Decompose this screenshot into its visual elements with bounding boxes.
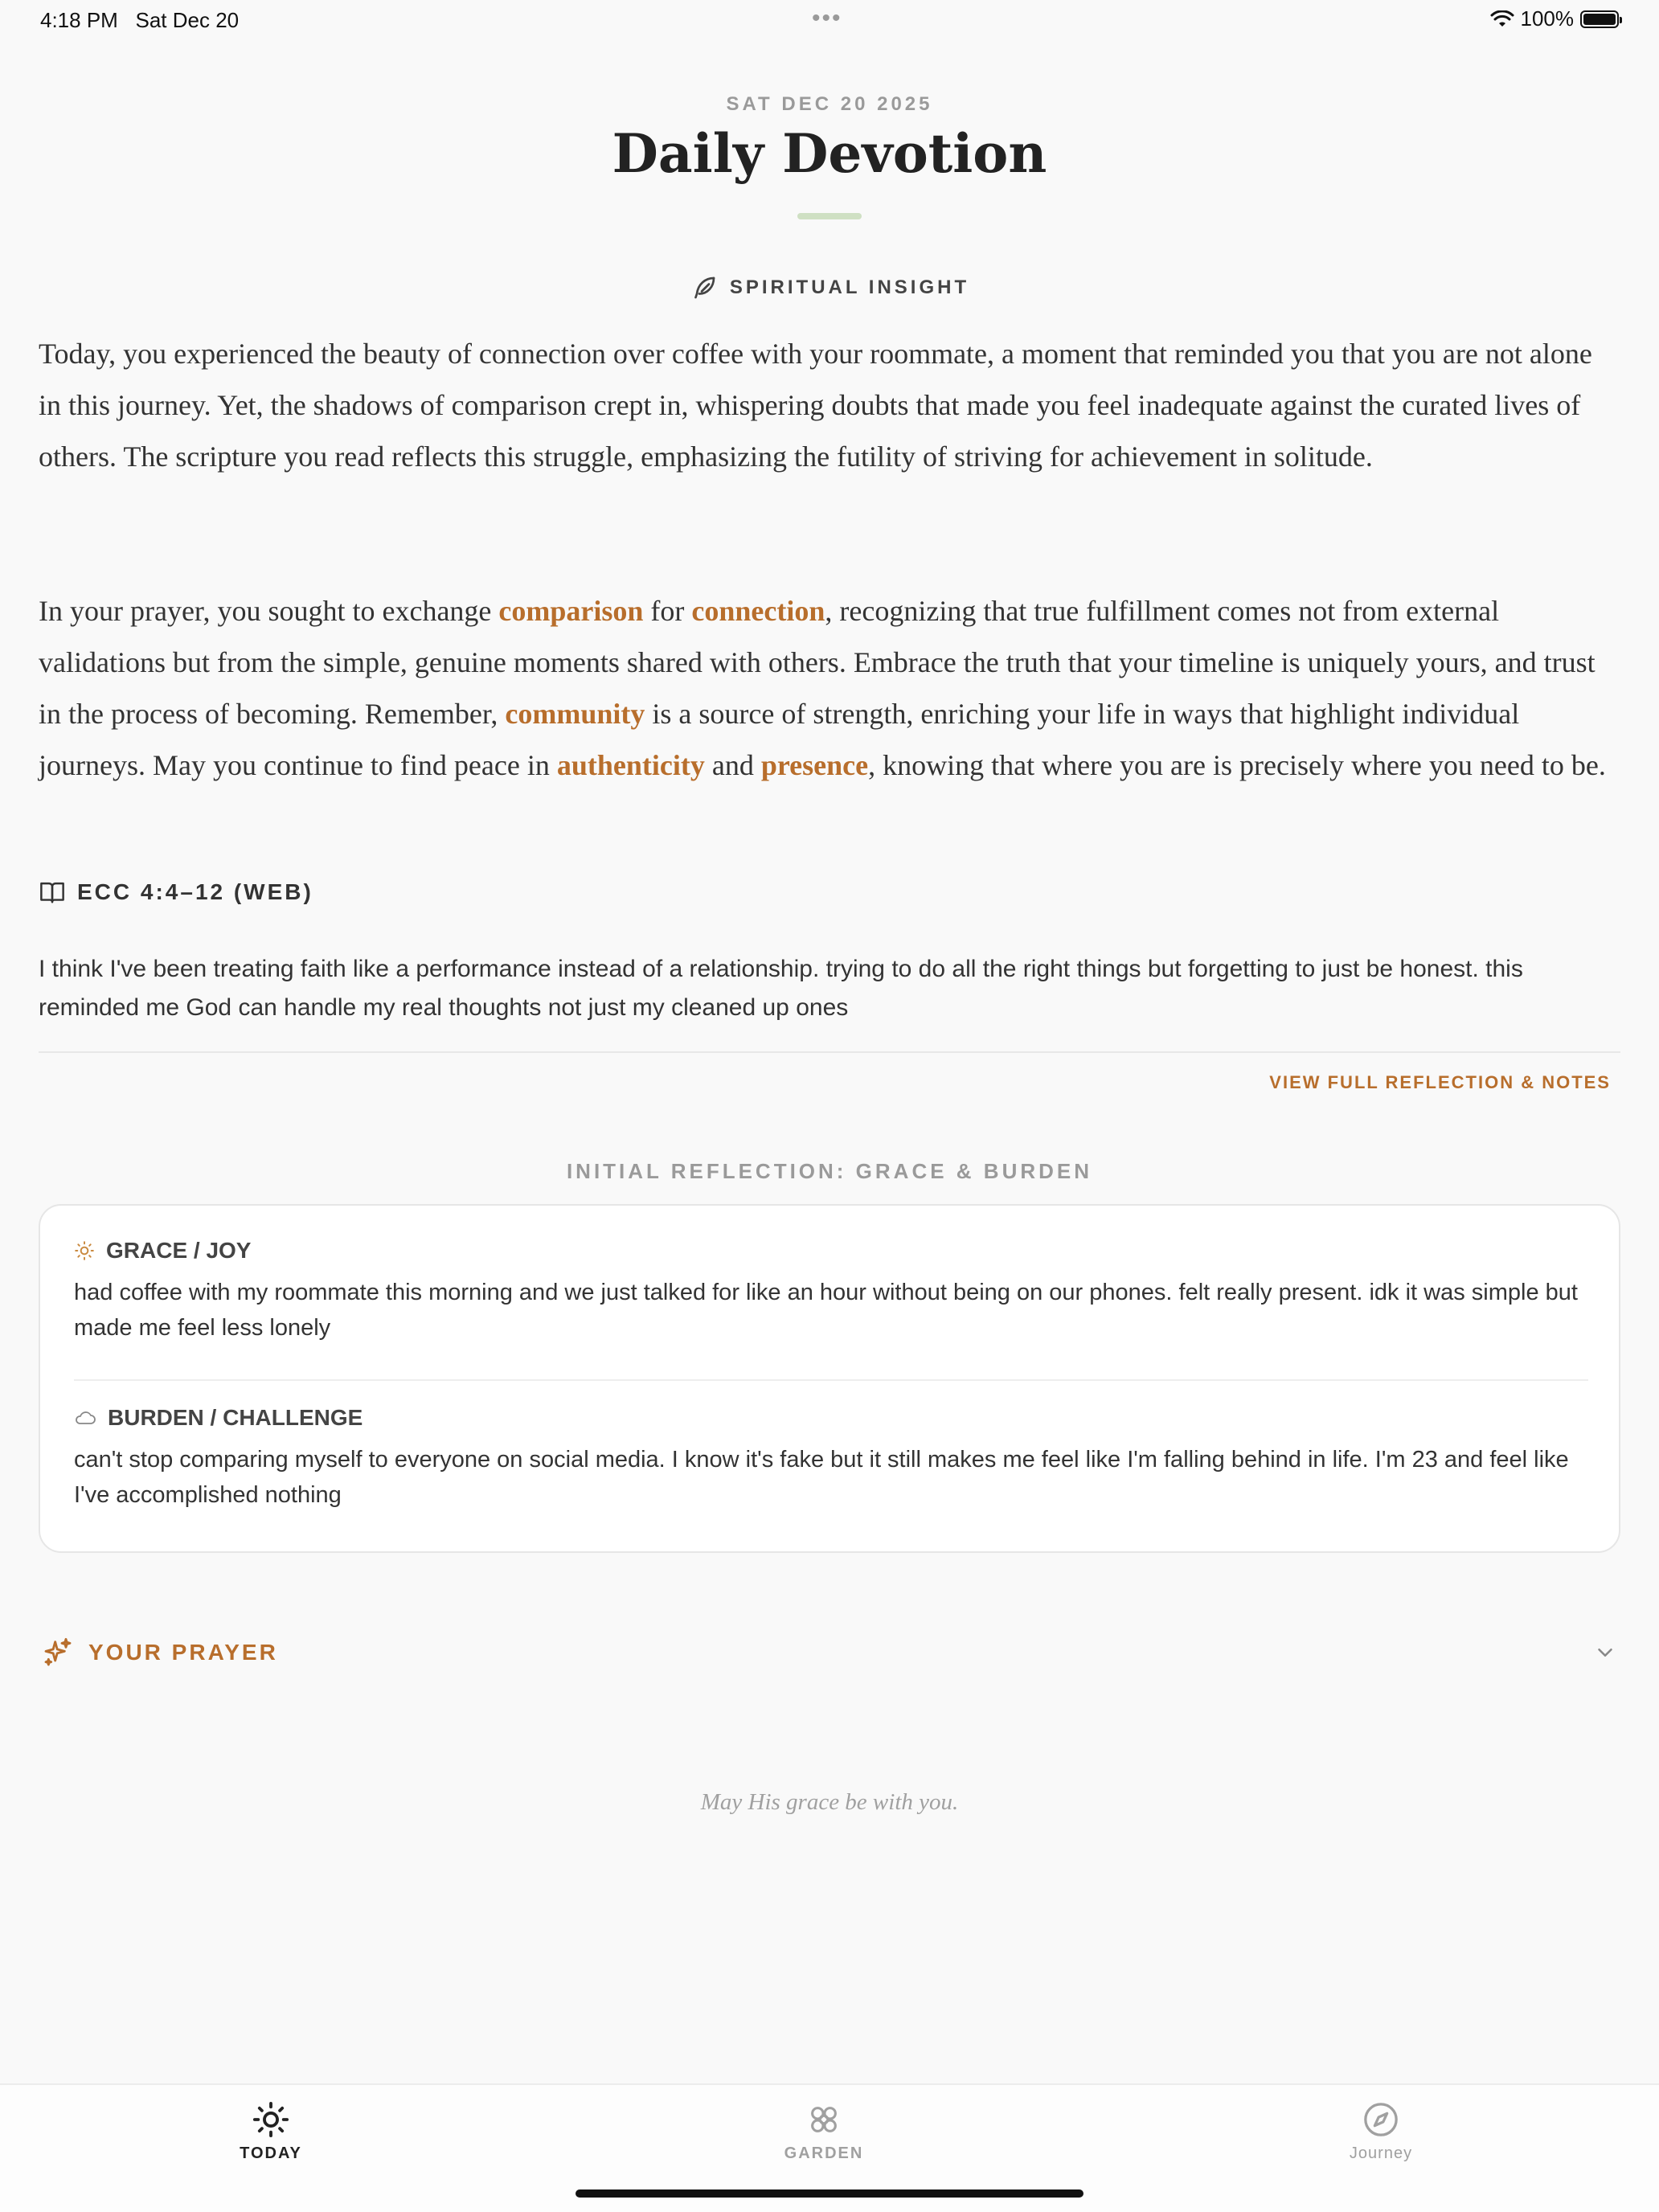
flower-icon — [805, 2101, 842, 2138]
status-date-text: Sat Dec 20 — [135, 8, 240, 32]
spiritual-insight-header — [0, 273, 1659, 302]
highlight-authenticity: authenticity — [556, 749, 705, 781]
insight-paragraph-1: Today, you experienced the beauty of connection over coffee with your roommate, a moment that reminded you that you are not alone in this journey. Yet, the shadows of comparison crept in, whispering doubts that made you feel inadequate against the curated lives of others. The scripture you read reflects this struggle, emphasizing the futility of striving for achievement in solitude. — [39, 338, 1592, 473]
compass-icon — [1362, 2101, 1399, 2138]
your-prayer-label: YOUR PRAYER — [88, 1640, 278, 1665]
grace-joy-text: had coffee with my roommate this morning and we just talked for like an hour without being on our phones. felt really present. idk it was simple but made me feel less lonely — [74, 1280, 1578, 1341]
tab-journey-label: Journey — [1349, 2144, 1413, 2162]
scripture-note: I think I've been treating faith like a performance instead of a relationship. trying to do all the right things but forgetting to just be honest. this reminded me God can handle my real thoughts not just my cleaned up ones — [39, 956, 1523, 1021]
scripture-reference — [39, 879, 313, 905]
p2-text-d: is a source of strength, enriching your life in ways that highlight individual journeys. May you continue to find peace in — [39, 698, 1520, 781]
battery-icon — [1580, 10, 1619, 28]
tab-garden-label: GARDEN — [784, 2144, 864, 2162]
sparkles-icon — [42, 1636, 74, 1669]
home-indicator[interactable] — [576, 2189, 1083, 2198]
p2-text-f: , knowing that where you are is precisely where you need to be. — [868, 749, 1606, 781]
card-divider — [74, 1379, 1588, 1381]
p2-text-c: , recognizing that true fulfillment comes not from external validations but from the simple, genuine moments shared with others. Embrace the truth that your timeline is uniquely yours, and trust in the process of becoming. Remember, — [39, 595, 1596, 730]
page-title: Daily Devotion — [612, 122, 1047, 185]
initial-reflection-title: INITIAL REFLECTION: GRACE & BURDEN — [566, 1159, 1093, 1183]
status-time-text: 4:18 PM — [40, 8, 118, 32]
view-full-reflection-link[interactable]: VIEW FULL REFLECTION & NOTES — [1269, 1072, 1611, 1092]
highlight-connection: connection — [691, 595, 825, 627]
status-time — [40, 8, 239, 33]
your-prayer-header — [42, 1636, 278, 1669]
wifi-icon — [1490, 10, 1514, 28]
scripture-reference-label: ECC 4:4–12 (WEB) — [77, 879, 313, 904]
feather-icon — [690, 273, 719, 302]
battery-percent: 100% — [1520, 6, 1574, 31]
burden-challenge-text: can't stop comparing myself to everyone on social media. I know it's fake but it still makes me feel like I'm falling behind in life. I'm 23 and feel like I've accomplished nothing — [74, 1447, 1569, 1508]
book-open-icon — [39, 880, 66, 904]
burden-challenge-section — [74, 1405, 1588, 1513]
p2-text-a: In your prayer, you sought to exchange — [39, 595, 499, 627]
cloud-icon — [74, 1409, 96, 1427]
reflection-card — [39, 1204, 1620, 1553]
spiritual-insight-label: SPIRITUAL INSIGHT — [729, 276, 970, 298]
grace-joy-header — [74, 1238, 1588, 1264]
grace-joy-section — [74, 1238, 1588, 1346]
tab-journey[interactable] — [1260, 2101, 1501, 2163]
status-indicators — [1490, 6, 1620, 31]
insight-paragraph-2 — [39, 585, 1620, 791]
highlight-community: community — [505, 698, 645, 730]
highlight-comparison: comparison — [498, 595, 644, 627]
status-bar — [0, 0, 1659, 39]
section-divider — [39, 1051, 1620, 1053]
burden-challenge-header — [74, 1405, 1588, 1431]
tab-garden[interactable] — [703, 2101, 944, 2163]
p2-text-e: and — [704, 749, 761, 781]
tab-today-label: TODAY — [240, 2144, 302, 2162]
sun-icon — [252, 2101, 289, 2138]
highlight-presence: presence — [760, 749, 869, 781]
devotion-date: SAT DEC 20 2025 — [726, 93, 933, 115]
multitasking-dots-icon[interactable]: ••• — [812, 5, 842, 31]
chevron-down-icon[interactable] — [1593, 1641, 1617, 1665]
grace-joy-label: GRACE / JOY — [106, 1238, 252, 1263]
blessing-text: May His grace be with you. — [700, 1789, 959, 1815]
tab-today[interactable] — [150, 2101, 391, 2163]
your-prayer-toggle[interactable] — [42, 1636, 1617, 1669]
p2-text-b: for — [643, 595, 692, 627]
title-underline — [797, 213, 862, 219]
burden-challenge-label: BURDEN / CHALLENGE — [108, 1405, 363, 1430]
sun-small-icon — [74, 1240, 95, 1261]
